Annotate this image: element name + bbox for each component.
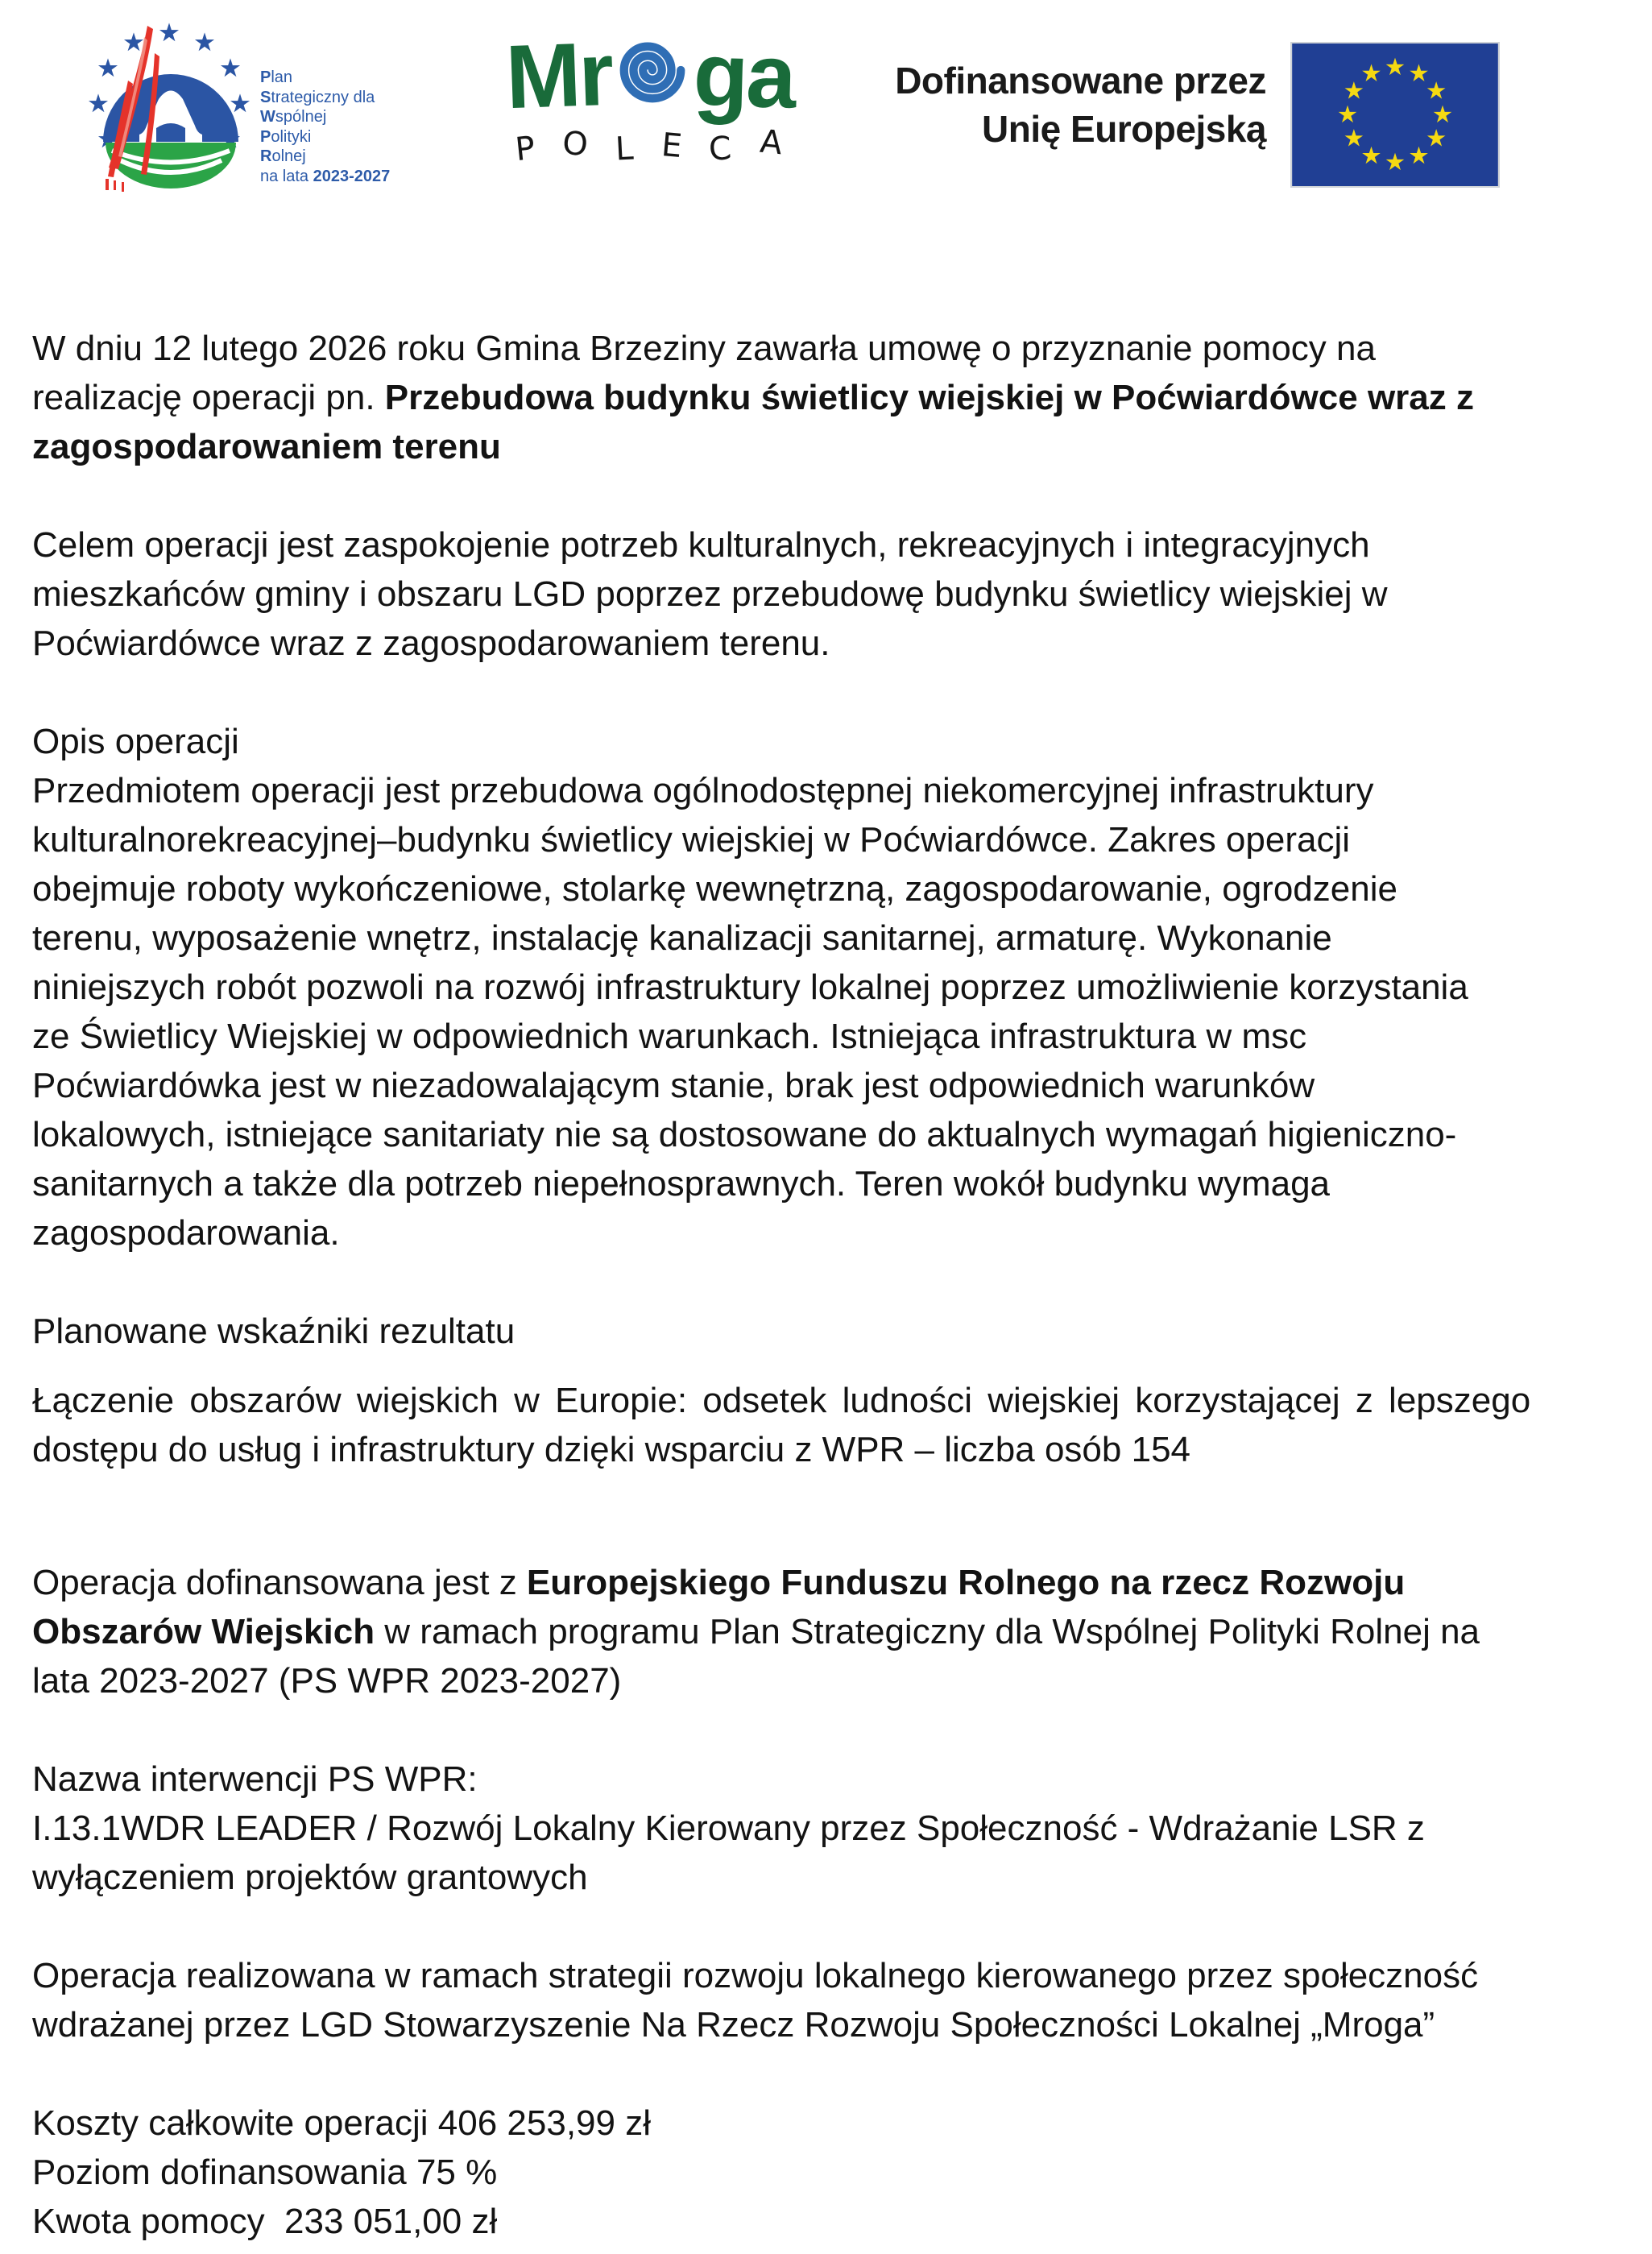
pswpr-lead-letter: P xyxy=(260,127,271,146)
pswpr-line-rest: olityki xyxy=(271,127,312,146)
text-line xyxy=(32,1558,1530,1607)
pswpr-line-rest: lan xyxy=(271,68,293,86)
text-run: Operacja realizowana w ramach strategii rozwoju lokalnego kierowanego przez społeczność xyxy=(32,1956,1479,1995)
paragraph-dofinansowanie xyxy=(32,1558,1530,1705)
pswpr-lead-letter: S xyxy=(260,88,271,106)
mroga-wordmark xyxy=(503,23,804,128)
text-run: Opis operacji xyxy=(32,722,239,761)
pswpr-logo-text-line xyxy=(260,127,390,147)
text-run: ze Świetlicy Wiejskiej w odpowiednich warunkach. Istniejąca infrastruktura w msc xyxy=(32,1017,1307,1056)
pswpr-logo-text xyxy=(260,68,390,186)
eu-flag-icon xyxy=(1290,42,1500,188)
paragraph-cel-operacji xyxy=(32,520,1530,668)
paragraph-opis-operacji xyxy=(32,717,1530,1258)
poleca-letter: P xyxy=(513,129,537,169)
text-run: Poćwiardówka jest w niezadowalającym stanie, brak jest odpowiednich warunków xyxy=(32,1066,1315,1105)
text-line xyxy=(32,815,1530,864)
pswpr-logo-icon xyxy=(77,21,260,194)
text-line xyxy=(32,422,1530,471)
text-run: mieszkańców gminy i obszaru LGD poprzez przebudowę budynku świetlicy wiejskiej w xyxy=(32,574,1388,614)
pswpr-logo-text-line xyxy=(260,167,390,187)
paragraph-koszty xyxy=(32,2099,1530,2246)
pswpr-logo-text-line xyxy=(260,147,390,167)
text-run: I.13.1WDR LEADER / Rozwój Lokalny Kierowany przez Społeczność - Wdrażanie LSR z xyxy=(32,1809,1425,1848)
text-line xyxy=(32,1656,1530,1705)
paragraph-umowa-intro xyxy=(32,324,1530,471)
paragraph-strategia-lgd xyxy=(32,1951,1530,2049)
text-line xyxy=(32,717,1530,766)
eu-funding-line1: Dofinansowane przez xyxy=(895,60,1266,102)
paragraph-wskazniki-naglowek xyxy=(32,1307,1530,1356)
text-line xyxy=(32,2148,1530,2197)
text-run: lokalowych, istniejące sanitariaty nie są dostosowane do aktualnych wymagań higieniczno- xyxy=(32,1115,1457,1154)
text-run: wdrażanej przez LGD Stowarzyszenie Na Rzecz Rozwoju Społeczności Lokalnej „Mroga” xyxy=(32,2005,1435,2045)
text-line xyxy=(32,324,1530,373)
mroga-word-end: ga xyxy=(692,23,796,127)
text-line xyxy=(32,864,1530,914)
poleca-letter: O xyxy=(561,124,590,164)
pswpr-line-rest: spólnej xyxy=(275,108,327,126)
text-run: Europejskiego Funduszu Rolnego na rzecz Rozwoju xyxy=(526,1563,1406,1602)
text-line xyxy=(32,373,1530,422)
pswpr-logo xyxy=(77,21,415,198)
poleca-letter: A xyxy=(758,122,785,163)
pswpr-logo-text-line xyxy=(260,88,390,108)
text-run: Przebudowa budynku świetlicy wiejskiej w Poćwiardówce wraz z xyxy=(384,378,1474,417)
text-line xyxy=(32,1110,1530,1159)
text-run: realizację operacji pn. xyxy=(32,378,385,417)
text-line xyxy=(32,1804,1530,1853)
text-run: kulturalnorekreacyjnej–budynku świetlicy wiejskiej w Poćwiardówce. Zakres operacji xyxy=(32,820,1351,860)
text-run: Obszarów Wiejskich xyxy=(32,1612,375,1651)
pswpr-logo-text-line xyxy=(260,68,390,88)
pswpr-field xyxy=(106,143,236,189)
text-run: Łączenie obszarów wiejskich w Europie: odsetek ludności wiejskiej korzystającej z lepszego xyxy=(32,1381,1531,1420)
mroga-word-start: Mr xyxy=(503,23,614,128)
text-run: Nazwa interwencji PS WPR: xyxy=(32,1759,478,1799)
eu-funding-statement xyxy=(805,56,1266,153)
text-run: Celem operacji jest zaspokojenie potrzeb kulturalnych, rekreacyjnych i integracyjnych xyxy=(32,525,1370,565)
pswpr-lastline-prefix: na lata xyxy=(260,167,313,185)
text-line xyxy=(32,1376,1530,1425)
text-line xyxy=(32,766,1530,815)
text-run: zagospodarowania. xyxy=(32,1213,340,1253)
text-run: niniejszych robót pozwoli na rozwój infrastruktury lokalnej poprzez umożliwienie korzystania xyxy=(32,967,1468,1007)
text-line xyxy=(32,619,1530,668)
pswpr-lead-letter: R xyxy=(260,147,272,165)
mroga-poleca xyxy=(513,122,785,169)
text-run: terenu, wyposażenie wnętrz, instalację kanalizacji sanitarnej, armaturę. Wykonanie xyxy=(32,918,1332,958)
text-run: W dniu 12 lutego 2026 roku Gmina Brzeziny zawarła umowę o przyznanie pomocy na xyxy=(32,329,1376,368)
pswpr-line-rest: trategiczny dla xyxy=(271,88,375,106)
text-run: Kwota pomocy 233 051,00 zł xyxy=(32,2202,498,2241)
text-run: zagospodarowaniem terenu xyxy=(32,427,501,466)
text-line xyxy=(32,1853,1530,1902)
text-run: w ramach programu Plan Strategiczny dla Wspólnej Polityki Rolnej na xyxy=(375,1612,1480,1651)
text-line xyxy=(32,1607,1530,1656)
document-body xyxy=(32,324,1530,2246)
text-line xyxy=(32,914,1530,963)
text-line xyxy=(32,520,1530,570)
paragraph-wskaznik-rezultatu xyxy=(32,1376,1530,1474)
text-run: Poziom dofinansowania 75 % xyxy=(32,2152,498,2192)
text-line xyxy=(32,1012,1530,1061)
mroga-spiral-icon xyxy=(615,32,690,108)
paragraph-nazwa-interwencji xyxy=(32,1755,1530,1902)
text-run: Operacja dofinansowana jest z xyxy=(32,1563,527,1602)
poleca-letter: E xyxy=(660,126,684,166)
text-run: lata 2023-2027 (PS WPR 2023-2027) xyxy=(32,1661,622,1701)
text-run: Koszty całkowite operacji 406 253,99 zł xyxy=(32,2103,651,2143)
text-run: Planowane wskaźniki rezultatu xyxy=(32,1311,515,1351)
poleca-letter: L xyxy=(615,130,635,168)
text-line xyxy=(32,1425,1530,1474)
pswpr-lead-letter: W xyxy=(260,108,275,126)
text-line xyxy=(32,1951,1530,2000)
text-run: sanitarnych a także dla potrzeb niepełnosprawnych. Teren wokół budynku wymaga xyxy=(32,1164,1331,1204)
text-line xyxy=(32,1307,1530,1356)
text-line xyxy=(32,1159,1530,1208)
text-line xyxy=(32,963,1530,1012)
text-line xyxy=(32,2197,1530,2246)
mroga-poleca-logo xyxy=(503,23,804,196)
text-line xyxy=(32,1061,1530,1110)
text-line xyxy=(32,2099,1530,2148)
pswpr-lead-letter: P xyxy=(260,68,271,86)
text-run: obejmuje roboty wykończeniowe, stolarkę wewnętrzną, zagospodarowanie, ogrodzenie xyxy=(32,869,1397,909)
text-line xyxy=(32,1755,1530,1804)
pswpr-logo-text-line xyxy=(260,107,390,127)
text-run: Przedmiotem operacji jest przebudowa ogólnodostępnej niekomercyjnej infrastruktury xyxy=(32,771,1374,810)
text-run: Poćwiardówce wraz z zagospodarowaniem terenu. xyxy=(32,624,830,663)
text-line xyxy=(32,2000,1530,2049)
pswpr-lastline-years: 2023-2027 xyxy=(313,167,391,185)
eu-funding-line2: Unię Europejską xyxy=(982,108,1266,150)
poleca-letter: C xyxy=(707,130,733,168)
text-line xyxy=(32,570,1530,619)
pswpr-line-rest: olnej xyxy=(271,147,306,165)
text-line xyxy=(32,1208,1530,1258)
text-run: dostępu do usług i infrastruktury dzięki wsparciu z WPR – liczba osób 154 xyxy=(32,1430,1191,1469)
text-run: wyłączeniem projektów grantowych xyxy=(32,1858,588,1897)
